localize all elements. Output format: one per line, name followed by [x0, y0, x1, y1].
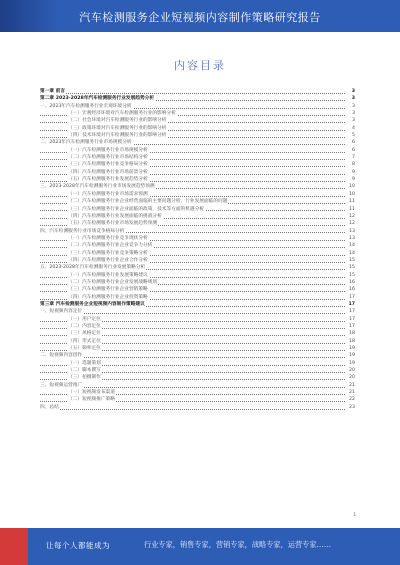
- toc-entry-page: 7: [345, 154, 355, 161]
- toc-entry-page: 11: [345, 206, 355, 213]
- toc-entry[interactable]: [40, 103, 355, 110]
- toc-entry-label: （四）技术环境对汽车检测服务行业的影响分析: [68, 133, 167, 139]
- toc-entry[interactable]: [40, 147, 355, 154]
- toc-entry-label: （二）短视频推广策略: [68, 397, 115, 403]
- toc-entry[interactable]: [40, 323, 355, 330]
- toc-entry-page: 21: [345, 382, 355, 389]
- toc-entry[interactable]: [40, 110, 355, 117]
- toc-entry-page: 10: [345, 191, 355, 198]
- toc-entry-page: 18: [345, 338, 355, 345]
- table-of-contents: [40, 88, 355, 411]
- toc-entry-label: （二）内容定位: [68, 324, 101, 329]
- toc-entry-page: 3: [345, 110, 355, 117]
- toc-entry-page: 12: [345, 213, 355, 220]
- header-banner: [0, 0, 400, 32]
- toc-entry[interactable]: [40, 125, 355, 132]
- toc-entry[interactable]: [40, 198, 355, 205]
- toc-entry-page: 3: [345, 95, 355, 102]
- toc-entry[interactable]: [40, 345, 355, 352]
- toc-entry-label: （一）汽车检测服务行业发展策略建议: [68, 272, 148, 278]
- page-number: 1: [353, 512, 356, 517]
- toc-entry[interactable]: [40, 374, 355, 381]
- toc-entry-label: （三）政策环境对汽车检测服务行业的影响分析: [68, 125, 167, 131]
- toc-entry-label: （五）汽车检测服务行业发展趋势分析: [68, 177, 148, 183]
- toc-entry-page: 6: [345, 139, 355, 146]
- toc-entry-label: （三）拍摄制作: [68, 375, 101, 381]
- toc-leader-dots: [40, 313, 345, 314]
- toc-entry-label: 二、2023年汽车检测服务行业市场规模分析: [40, 140, 132, 146]
- toc-leader-dots: [40, 409, 345, 410]
- toc-entry-page: 19: [345, 345, 355, 352]
- toc-entry-label: 第三章 汽车检测服务企业短视频内容制作策略建议: [40, 301, 145, 307]
- toc-entry[interactable]: [40, 396, 355, 403]
- toc-entry[interactable]: [40, 191, 355, 198]
- toc-entry-page: 21: [345, 389, 355, 396]
- toc-entry[interactable]: [40, 330, 355, 337]
- toc-entry-label: 第一章 前言: [40, 89, 66, 94]
- footer-banner: [0, 528, 400, 565]
- toc-entry-label: （三）汽车检测服务行业竞争格局分析: [68, 162, 148, 168]
- toc-entry[interactable]: [40, 228, 355, 235]
- toc-entry-page: 17: [345, 301, 355, 308]
- toc-entry-page: 20: [345, 367, 355, 374]
- toc-entry-page: 18: [345, 330, 355, 337]
- toc-entry-page: 3: [345, 88, 355, 95]
- toc-entry-page: 5: [345, 132, 355, 139]
- toc-entry-page: 6: [345, 147, 355, 154]
- toc-entry[interactable]: [40, 250, 355, 257]
- toc-entry-label: （四）汽车检测服务行业市场前景分析: [68, 169, 148, 175]
- toc-entry[interactable]: [40, 169, 355, 176]
- toc-entry-page: 13: [345, 235, 355, 242]
- toc-entry-page: 17: [345, 316, 355, 323]
- toc-entry-label: （二）汽车检测服务行业企业经营面临的主要问题分析，行业发展面临的问题: [68, 199, 228, 205]
- toc-entry[interactable]: [40, 183, 355, 190]
- toc-entry[interactable]: [40, 389, 355, 396]
- toc-entry-page: 3: [345, 103, 355, 110]
- footer-roles: 行业专家，销售专家，营销专家，战略专家，运营专家……: [144, 540, 331, 549]
- toc-entry[interactable]: [40, 272, 355, 279]
- toc-entry[interactable]: [40, 352, 355, 359]
- toc-entry-page: 15: [345, 272, 355, 279]
- toc-entry[interactable]: [40, 382, 355, 389]
- toc-entry-label: （五）汽车检测服务行业市场发展趋势预测: [68, 221, 158, 227]
- toc-entry-label: （三）风格定位: [68, 331, 101, 337]
- toc-entry[interactable]: [40, 308, 355, 315]
- toc-entry-page: 16: [345, 286, 355, 293]
- toc-entry[interactable]: [40, 264, 355, 271]
- toc-entry-page: 23: [345, 404, 355, 411]
- toc-entry-page: 17: [345, 323, 355, 330]
- toc-entry-page: 12: [345, 220, 355, 227]
- toc-entry-page: 9: [345, 176, 355, 183]
- toc-entry-page: 17: [345, 308, 355, 315]
- toc-heading: 内容目录: [174, 59, 226, 72]
- toc-entry-label: （一）汽车检测服务行业市场需求预测: [68, 191, 148, 197]
- toc-entry-page: 9: [345, 169, 355, 176]
- toc-entry-label: （二）社会环境对汽车检测服务行业的影响分析: [68, 118, 167, 124]
- toc-leader-dots: [40, 357, 345, 358]
- toc-entry-label: （二）汽车检测服务行业市场结构分析: [68, 155, 148, 161]
- toc-entry-page: 8: [345, 161, 355, 168]
- toc-entry[interactable]: [40, 220, 355, 227]
- toc-entry-label: （五）频率定位: [68, 346, 101, 352]
- toc-entry-label: （四）形式定位: [68, 338, 101, 344]
- toc-entry-label: 二、短视频内容创作: [40, 353, 83, 359]
- toc-entry[interactable]: [40, 367, 355, 374]
- toc-entry-label: 四、汽车检测服务行业市场竞争格局分析: [40, 228, 125, 234]
- toc-entry-page: 11: [345, 198, 355, 205]
- toc-entry[interactable]: [40, 242, 355, 249]
- toc-entry-page: 14: [345, 250, 355, 257]
- toc-entry-label: （四）汽车检测服务行业企业合作分析: [68, 257, 148, 263]
- toc-entry-label: 三、短视频运营推广: [40, 382, 83, 388]
- toc-entry-label: 一、短视频内容定位: [40, 309, 83, 315]
- toc-entry[interactable]: [40, 279, 355, 286]
- toc-entry[interactable]: [40, 95, 355, 102]
- toc-entry[interactable]: [40, 161, 355, 168]
- toc-entry-page: 14: [345, 242, 355, 249]
- toc-entry[interactable]: [40, 286, 355, 293]
- toc-entry[interactable]: [40, 257, 355, 264]
- toc-entry-page: 15: [345, 257, 355, 264]
- toc-entry[interactable]: [40, 206, 355, 213]
- toc-entry-page: 19: [345, 352, 355, 359]
- toc-entry-page: 15: [345, 264, 355, 271]
- toc-entry-page: 19: [345, 360, 355, 367]
- toc-entry[interactable]: [40, 117, 355, 124]
- toc-entry-page: 10: [345, 183, 355, 190]
- toc-entry[interactable]: [40, 235, 355, 242]
- toc-entry[interactable]: [40, 294, 355, 301]
- toc-entry-label: （二）汽车检测服务行业企业竞争力分析: [68, 243, 153, 249]
- toc-entry-page: 16: [345, 279, 355, 286]
- toc-entry-label: （二）汽车检测服务行业企业发展战略规划: [68, 279, 158, 285]
- toc-entry[interactable]: [40, 316, 355, 323]
- toc-entry-label: （三）汽车检测服务行业竞争策略分析: [68, 250, 148, 256]
- toc-entry-label: （一）用户定位: [68, 316, 101, 322]
- toc-entry[interactable]: [40, 301, 355, 308]
- toc-entry-page: 13: [345, 228, 355, 235]
- toc-leader-dots: [40, 93, 345, 94]
- toc-entry[interactable]: [40, 132, 355, 139]
- toc-entry-label: （一）汽车检测服务行业竞争现状分析: [68, 235, 148, 241]
- toc-entry[interactable]: [40, 88, 355, 95]
- toc-entry-label: （一）汽车检测服务行业市场规模分析: [68, 147, 148, 153]
- toc-entry[interactable]: [40, 213, 355, 220]
- toc-entry-label: 三、2023-2028年汽车检测服务行业市场发展趋势预测: [40, 184, 155, 190]
- toc-entry-page: 17: [345, 294, 355, 301]
- toc-entry[interactable]: [40, 139, 355, 146]
- toc-entry[interactable]: [40, 154, 355, 161]
- toc-entry-label: （四）汽车检测服务行业发展面临的挑战分析: [68, 213, 162, 219]
- toc-entry-page: 20: [345, 374, 355, 381]
- toc-entry[interactable]: [40, 404, 355, 411]
- footer-accent: [0, 528, 28, 565]
- toc-entry-label: 第二章 2023-2028年汽车检测服务行业发展趋势分析: [40, 96, 155, 102]
- toc-entry[interactable]: [40, 338, 355, 345]
- report-title: 汽车检测服务企业短视频内容制作策略研究报告: [79, 11, 321, 24]
- toc-entry-page: 3: [345, 117, 355, 124]
- toc-entry-label: （一）选题策划: [68, 360, 101, 366]
- toc-entry-label: 五、2023-2028年汽车检测服务行业发展策略分析: [40, 265, 146, 271]
- footer-slogan: 让每个人都能成为: [46, 541, 110, 550]
- toc-entry-page: 4: [345, 125, 355, 132]
- toc-entry-label: （一）宏观经济环境对汽车检测服务行业的影响分析: [68, 111, 176, 117]
- toc-entry-label: （二）脚本撰写: [68, 368, 101, 374]
- toc-leader-dots: [40, 387, 345, 388]
- toc-entry-label: （三）汽车检测服务行业企业面临的政策、技术等方面的机遇分析: [68, 206, 204, 212]
- toc-entry-label: （四）汽车检测服务行业企业投资策略: [68, 294, 148, 300]
- toc-entry-label: 四、总结: [40, 404, 59, 410]
- toc-entry[interactable]: [40, 360, 355, 367]
- toc-entry-label: 一、2023年汽车检测服务行业宏观环境分析: [40, 103, 132, 109]
- toc-entry[interactable]: [40, 176, 355, 183]
- toc-entry-page: 22: [345, 396, 355, 403]
- toc-entry-label: （一）短视频发布渠道: [68, 390, 115, 396]
- toc-entry-label: （三）汽车检测服务行业企业营销策略: [68, 287, 148, 293]
